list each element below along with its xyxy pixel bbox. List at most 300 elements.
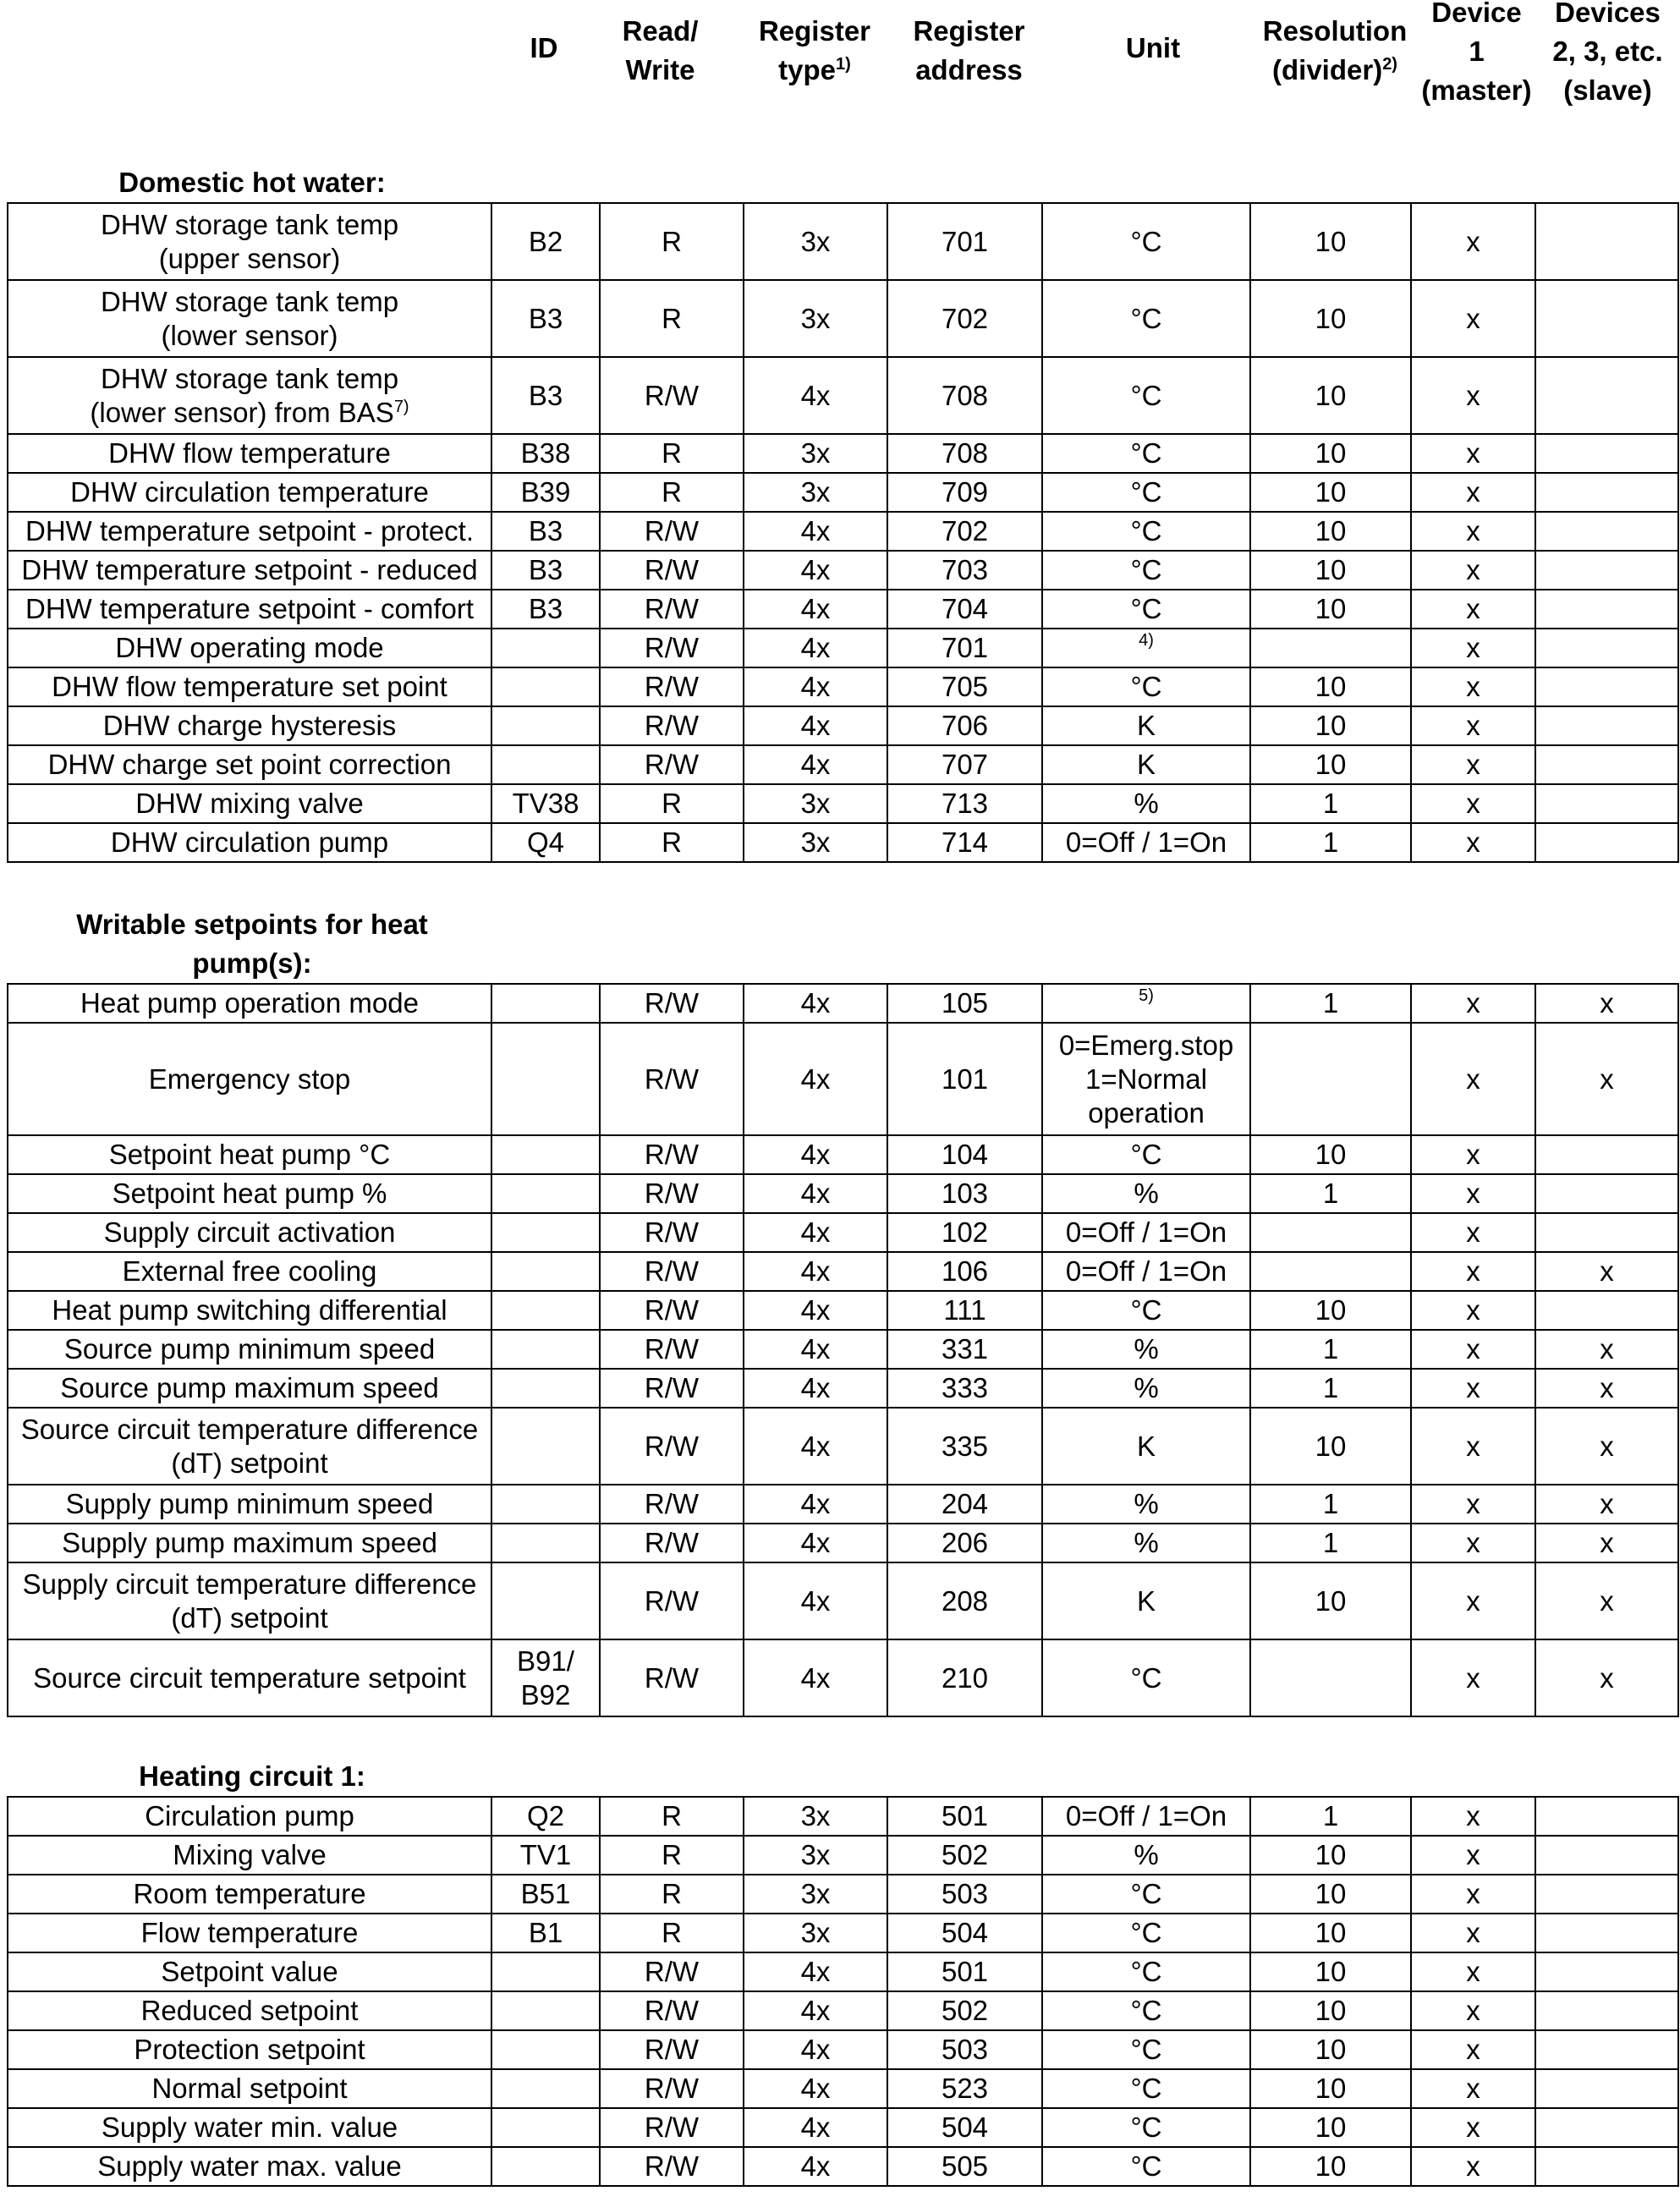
- cell-name-text: DHW charge set point correction: [47, 749, 452, 780]
- cell-name: [8, 1991, 491, 2030]
- cell-name-text: Mixing valve: [173, 1839, 327, 1870]
- cell-register-address: [887, 1135, 1042, 1174]
- cell-unit-text: °C: [1130, 379, 1162, 411]
- cell-id: [491, 551, 600, 590]
- cell-name: [8, 1485, 491, 1524]
- cell-register-address-text: 706: [941, 710, 989, 741]
- cell-read-write: [600, 784, 744, 823]
- footnote-marker: 5): [1139, 986, 1154, 1005]
- cell-devices-slave: [1535, 1836, 1678, 1875]
- cell-read-write: [600, 1836, 744, 1875]
- cell-id: [491, 1914, 600, 1952]
- cell-id: [491, 473, 600, 512]
- cell-devices-slave: [1535, 667, 1678, 706]
- header-read-write: Read/ Write: [622, 15, 699, 85]
- cell-register-type: [744, 784, 887, 823]
- cell-devices-slave: [1535, 1639, 1678, 1716]
- cell-register-address-text: 102: [941, 1216, 989, 1248]
- cell-unit-text: %: [1134, 788, 1159, 819]
- cell-device-1-text: x: [1466, 2034, 1480, 2065]
- cell-read-write-text: R/W: [644, 1661, 700, 1694]
- table-row: [8, 512, 1678, 551]
- cell-register-type: [744, 1836, 887, 1875]
- cell-unit: [1042, 1991, 1250, 2030]
- cell-id: [491, 590, 600, 629]
- cell-register-type-text: 4x: [800, 593, 831, 624]
- cell-read-write: [600, 2147, 744, 2186]
- cell-register-address-text: 210: [941, 1661, 989, 1694]
- cell-name: [8, 984, 491, 1023]
- cell-device-1-text: x: [1466, 788, 1480, 819]
- cell-devices-slave-text: x: [1600, 1255, 1614, 1287]
- cell-name-text: DHW flow temperature set point: [52, 671, 447, 702]
- cell-register-address-text: 503: [941, 2034, 989, 2065]
- cell-device-1: [1411, 1875, 1535, 1914]
- cell-unit: [1042, 2108, 1250, 2147]
- table-row: [8, 1914, 1678, 1952]
- cell-unit: [1042, 1252, 1250, 1291]
- cell-register-type: [744, 434, 887, 473]
- cell-register-address: [887, 1639, 1042, 1716]
- cell-read-write-text: R/W: [644, 1430, 700, 1462]
- cell-read-write-text: R/W: [644, 1063, 700, 1095]
- cell-id-text: B1: [528, 1917, 563, 1948]
- cell-read-write-text: R/W: [644, 1178, 700, 1209]
- cell-register-type: [744, 1135, 887, 1174]
- table-row: [8, 1836, 1678, 1875]
- cell-register-address-text: 703: [941, 554, 989, 585]
- cell-id: [491, 1252, 600, 1291]
- cell-device-1-text: x: [1466, 1255, 1480, 1287]
- cell-resolution: [1250, 823, 1411, 862]
- cell-register-address-text: 104: [941, 1139, 989, 1170]
- cell-register-type: [744, 984, 887, 1023]
- cell-read-write: [600, 1291, 744, 1330]
- cell-devices-slave: [1535, 745, 1678, 784]
- cell-read-write-text: R: [662, 1839, 682, 1870]
- cell-id: [491, 1797, 600, 1836]
- cell-resolution: [1250, 590, 1411, 629]
- cell-register-type: [744, 2108, 887, 2147]
- cell-read-write-text: R: [662, 437, 682, 469]
- cell-devices-slave: [1535, 1485, 1678, 1524]
- cell-resolution-text: 10: [1315, 671, 1347, 702]
- footnote-marker: 7): [393, 397, 409, 416]
- cell-read-write-text: R: [662, 302, 682, 334]
- cell-register-address-text: 106: [941, 1255, 989, 1287]
- cell-devices-slave: [1535, 1408, 1678, 1485]
- table-row: [8, 473, 1678, 512]
- cell-device-1: [1411, 706, 1535, 745]
- cell-device-1-text: x: [1466, 554, 1480, 585]
- cell-read-write: [600, 357, 744, 434]
- cell-resolution: [1250, 1562, 1411, 1639]
- cell-register-address: [887, 1485, 1042, 1524]
- cell-register-type-text: 4x: [800, 671, 831, 702]
- cell-name: [8, 357, 491, 434]
- cell-device-1: [1411, 1485, 1535, 1524]
- cell-devices-slave: [1535, 1914, 1678, 1952]
- cell-unit: [1042, 203, 1250, 280]
- cell-register-type: [744, 706, 887, 745]
- cell-unit: [1042, 1135, 1250, 1174]
- cell-id: [491, 1639, 600, 1716]
- cell-id: [491, 745, 600, 784]
- cell-name: [8, 203, 491, 280]
- cell-devices-slave: [1535, 2108, 1678, 2147]
- cell-id: [491, 984, 600, 1023]
- cell-name-text: DHW operating mode: [115, 632, 384, 663]
- table-row: [8, 823, 1678, 862]
- cell-register-address: [887, 629, 1042, 667]
- cell-unit: [1042, 280, 1250, 357]
- cell-resolution-text: 10: [1315, 225, 1347, 257]
- cell-register-type: [744, 745, 887, 784]
- footnote-marker: 2): [1382, 55, 1397, 74]
- cell-register-address-text: 504: [941, 1917, 989, 1948]
- cell-id-text: B3: [528, 554, 563, 585]
- cell-unit-text: K: [1136, 1430, 1156, 1462]
- cell-device-1-text: x: [1466, 1294, 1480, 1326]
- cell-devices-slave-text: x: [1600, 1333, 1614, 1365]
- cell-register-address: [887, 1524, 1042, 1562]
- cell-id: [491, 1291, 600, 1330]
- table-row: [8, 2147, 1678, 2186]
- cell-read-write: [600, 512, 744, 551]
- cell-unit-text: 0=Off / 1=On: [1065, 826, 1227, 858]
- cell-id: [491, 2030, 600, 2069]
- cell-device-1-text: x: [1466, 749, 1480, 780]
- cell-device-1-text: x: [1466, 1063, 1480, 1095]
- cell-register-type: [744, 1875, 887, 1914]
- cell-register-address: [887, 1836, 1042, 1875]
- cell-id: [491, 280, 600, 357]
- cell-read-write-text: R/W: [644, 1216, 700, 1248]
- cell-unit: [1042, 1408, 1250, 1485]
- cell-resolution-text: 10: [1315, 1584, 1347, 1617]
- cell-read-write: [600, 1914, 744, 1952]
- cell-unit: [1042, 823, 1250, 862]
- header-register-type: [734, 12, 895, 90]
- cell-read-write: [600, 1991, 744, 2030]
- cell-device-1-text: x: [1466, 1956, 1480, 1987]
- cell-resolution: [1250, 1524, 1411, 1562]
- cell-read-write: [600, 1797, 744, 1836]
- cell-register-address-text: 503: [941, 1878, 989, 1909]
- cell-devices-slave: [1535, 1875, 1678, 1914]
- cell-name: [8, 667, 491, 706]
- cell-read-write-text: R/W: [644, 1255, 700, 1287]
- cell-name: [8, 280, 491, 357]
- cell-register-type: [744, 1369, 887, 1408]
- cell-name-text: Setpoint value: [161, 1956, 338, 1987]
- cell-register-address-text: 523: [941, 2073, 989, 2104]
- cell-name: [8, 1836, 491, 1875]
- cell-id: [491, 1213, 600, 1252]
- cell-name: [8, 512, 491, 551]
- cell-unit-text: %: [1134, 1372, 1159, 1403]
- cell-unit: [1042, 784, 1250, 823]
- cell-register-type-text: 4x: [800, 2073, 831, 2104]
- cell-resolution: [1250, 1369, 1411, 1408]
- cell-id-text: B2: [528, 225, 563, 257]
- cell-name: [8, 1639, 491, 1716]
- column-header-row: [7, 0, 1677, 161]
- cell-device-1: [1411, 784, 1535, 823]
- cell-device-1: [1411, 1330, 1535, 1369]
- cell-devices-slave: [1535, 2030, 1678, 2069]
- cell-name-text: DHW storage tank temp (lower sensor) from BAS: [90, 362, 399, 428]
- cell-register-address-text: 702: [941, 515, 989, 546]
- cell-register-address-text: 504: [941, 2111, 989, 2143]
- cell-register-address: [887, 2069, 1042, 2108]
- cell-device-1: [1411, 590, 1535, 629]
- cell-resolution-text: 10: [1315, 1956, 1347, 1987]
- cell-register-type-text: 4x: [800, 1372, 831, 1403]
- cell-name: [8, 1914, 491, 1952]
- cell-id: [491, 1836, 600, 1875]
- cell-unit-text: °C: [1130, 302, 1162, 334]
- cell-read-write-text: R/W: [644, 1372, 700, 1403]
- cell-register-type-text: 4x: [800, 2111, 831, 2143]
- cell-register-address: [887, 203, 1042, 280]
- cell-unit: [1042, 2069, 1250, 2108]
- cell-register-type-text: 3x: [800, 302, 831, 334]
- cell-id-text: B91/ B92: [517, 1645, 574, 1711]
- cell-register-type: [744, 1562, 887, 1639]
- cell-read-write-text: R/W: [644, 515, 700, 546]
- cell-read-write-text: R/W: [644, 1488, 700, 1519]
- cell-unit: [1042, 984, 1250, 1023]
- cell-id-text: B3: [528, 379, 563, 411]
- cell-device-1-text: x: [1466, 671, 1480, 702]
- cell-id: [491, 667, 600, 706]
- cell-register-type: [744, 1291, 887, 1330]
- cell-name-text: Source circuit temperature difference (dT) setpoint: [20, 1413, 479, 1479]
- cell-resolution: [1250, 512, 1411, 551]
- cell-register-type: [744, 1252, 887, 1291]
- cell-resolution: [1250, 280, 1411, 357]
- cell-name: [8, 1135, 491, 1174]
- cell-register-type-text: 4x: [800, 2150, 831, 2182]
- cell-read-write: [600, 1369, 744, 1408]
- cell-register-type-text: 4x: [800, 1255, 831, 1287]
- cell-id: [491, 1875, 600, 1914]
- cell-device-1-text: x: [1466, 1178, 1480, 1209]
- cell-register-type-text: 3x: [800, 437, 831, 469]
- cell-devices-slave: [1535, 1135, 1678, 1174]
- cell-read-write-text: R/W: [644, 1956, 700, 1987]
- cell-device-1: [1411, 2108, 1535, 2147]
- cell-resolution: [1250, 1836, 1411, 1875]
- cell-name: [8, 2147, 491, 2186]
- cell-name: [8, 823, 491, 862]
- cell-resolution-text: 1: [1322, 788, 1339, 819]
- cell-register-address: [887, 357, 1042, 434]
- cell-read-write: [600, 2069, 744, 2108]
- cell-id: [491, 1408, 600, 1485]
- cell-unit: [1042, 1914, 1250, 1952]
- table-row: [8, 706, 1678, 745]
- header-register-address: Register address: [913, 15, 1025, 85]
- cell-register-address-text: 704: [941, 593, 989, 624]
- cell-register-type-text: 4x: [800, 379, 831, 411]
- cell-name-text: DHW storage tank temp (lower sensor): [100, 285, 399, 351]
- cell-register-type: [744, 1991, 887, 2030]
- cell-register-type-text: 4x: [800, 1063, 831, 1095]
- cell-name-text: Setpoint heat pump °C: [108, 1139, 391, 1170]
- table-row: [8, 1174, 1678, 1213]
- cell-register-type: [744, 1330, 887, 1369]
- cell-unit-text: °C: [1130, 671, 1162, 702]
- cell-id: [491, 2147, 600, 2186]
- cell-register-type-text: 4x: [800, 987, 831, 1019]
- cell-id: [491, 706, 600, 745]
- cell-resolution-text: 10: [1315, 554, 1347, 585]
- cell-id-text: Q2: [526, 1800, 565, 1831]
- cell-resolution-text: 10: [1315, 1839, 1347, 1870]
- cell-resolution: [1250, 1914, 1411, 1952]
- table-row: [8, 590, 1678, 629]
- table-row: [8, 2030, 1678, 2069]
- cell-unit-text: %: [1134, 1488, 1159, 1519]
- cell-name-text: Circulation pump: [145, 1800, 354, 1831]
- cell-device-1: [1411, 2147, 1535, 2186]
- cell-read-write: [600, 434, 744, 473]
- cell-read-write: [600, 1485, 744, 1524]
- cell-register-type: [744, 1485, 887, 1524]
- cell-devices-slave: [1535, 1991, 1678, 2030]
- cell-register-address: [887, 434, 1042, 473]
- cell-register-type-text: 4x: [800, 1995, 831, 2026]
- cell-name: [8, 1524, 491, 1562]
- cell-device-1: [1411, 984, 1535, 1023]
- cell-name: [8, 1562, 491, 1639]
- cell-device-1-text: x: [1466, 632, 1480, 663]
- table-row: [8, 203, 1678, 280]
- table-row: [8, 745, 1678, 784]
- cell-resolution: [1250, 1213, 1411, 1252]
- cell-devices-slave: [1535, 2147, 1678, 2186]
- cell-register-address: [887, 512, 1042, 551]
- cell-name-text: Reduced setpoint: [140, 1995, 359, 2026]
- cell-name: [8, 1252, 491, 1291]
- cell-device-1-text: x: [1466, 1995, 1480, 2026]
- cell-id: [491, 1991, 600, 2030]
- cell-device-1-text: x: [1466, 826, 1480, 858]
- section-heating-circuit-1: [7, 1757, 1679, 2187]
- table-row: [8, 1524, 1678, 1562]
- cell-devices-slave: [1535, 1174, 1678, 1213]
- cell-devices-slave: [1535, 1524, 1678, 1562]
- cell-resolution: [1250, 2030, 1411, 2069]
- cell-name: [8, 1023, 491, 1135]
- cell-register-type-text: 3x: [800, 1800, 831, 1831]
- cell-resolution: [1250, 473, 1411, 512]
- cell-devices-slave: [1535, 203, 1678, 280]
- cell-register-address-text: 701: [941, 632, 989, 663]
- cell-unit: [1042, 1875, 1250, 1914]
- cell-register-address: [887, 667, 1042, 706]
- cell-name: [8, 706, 491, 745]
- cell-register-type: [744, 1524, 887, 1562]
- cell-read-write-text: R: [662, 1800, 682, 1831]
- table-row: [8, 1291, 1678, 1330]
- cell-unit-text: °C: [1130, 554, 1162, 585]
- cell-device-1-text: x: [1466, 476, 1480, 508]
- cell-register-address-text: 333: [941, 1372, 989, 1403]
- cell-read-write-text: R/W: [644, 1294, 700, 1326]
- cell-read-write-text: R: [662, 1878, 682, 1909]
- cell-read-write-text: R: [662, 225, 682, 257]
- cell-register-type-text: 4x: [800, 1661, 831, 1694]
- cell-devices-slave: [1535, 629, 1678, 667]
- cell-read-write-text: R/W: [644, 2150, 700, 2182]
- cell-unit-text: °C: [1130, 2034, 1162, 2065]
- table-row: [8, 1330, 1678, 1369]
- cell-resolution-text: 10: [1315, 1917, 1347, 1948]
- cell-devices-slave-text: x: [1600, 1430, 1614, 1462]
- cell-read-write-text: R/W: [644, 2073, 700, 2104]
- cell-id: [491, 1524, 600, 1562]
- cell-register-type: [744, 1639, 887, 1716]
- table-row: [8, 984, 1678, 1023]
- cell-devices-slave: [1535, 1797, 1678, 1836]
- cell-device-1-text: x: [1466, 225, 1480, 257]
- cell-register-type: [744, 1174, 887, 1213]
- register-table: [7, 202, 1679, 863]
- cell-unit: [1042, 667, 1250, 706]
- cell-register-address-text: 206: [941, 1527, 989, 1558]
- cell-resolution: [1250, 357, 1411, 434]
- cell-name-text: Supply circuit temperature difference (dT) setpoint: [22, 1568, 477, 1634]
- cell-register-type: [744, 1408, 887, 1485]
- table-row: [8, 629, 1678, 667]
- cell-read-write-text: R/W: [644, 749, 700, 780]
- cell-read-write: [600, 1135, 744, 1174]
- cell-devices-slave-text: x: [1600, 1372, 1614, 1403]
- cell-register-address: [887, 823, 1042, 862]
- cell-id: [491, 434, 600, 473]
- cell-register-type: [744, 590, 887, 629]
- cell-read-write: [600, 2108, 744, 2147]
- cell-register-address-text: 702: [941, 302, 989, 334]
- cell-name-text: Setpoint heat pump %: [112, 1178, 387, 1209]
- header-devices-slave: Devices 2, 3, etc. (slave): [1552, 0, 1663, 106]
- cell-device-1: [1411, 434, 1535, 473]
- cell-devices-slave: [1535, 473, 1678, 512]
- cell-device-1-text: x: [1466, 1372, 1480, 1403]
- cell-unit: [1042, 512, 1250, 551]
- cell-resolution: [1250, 1252, 1411, 1291]
- cell-name-text: Source pump maximum speed: [60, 1372, 439, 1403]
- cell-name: [8, 784, 491, 823]
- cell-device-1: [1411, 1023, 1535, 1135]
- cell-register-address: [887, 1330, 1042, 1369]
- cell-register-address-text: 714: [941, 826, 989, 858]
- table-row: [8, 1952, 1678, 1991]
- cell-device-1: [1411, 1135, 1535, 1174]
- cell-unit: [1042, 473, 1250, 512]
- cell-id: [491, 512, 600, 551]
- cell-register-address: [887, 706, 1042, 745]
- cell-resolution-text: 1: [1322, 987, 1339, 1019]
- cell-resolution: [1250, 1991, 1411, 2030]
- cell-id-text: B3: [528, 302, 563, 334]
- cell-read-write: [600, 280, 744, 357]
- cell-name: [8, 473, 491, 512]
- cell-device-1-text: x: [1466, 1661, 1480, 1694]
